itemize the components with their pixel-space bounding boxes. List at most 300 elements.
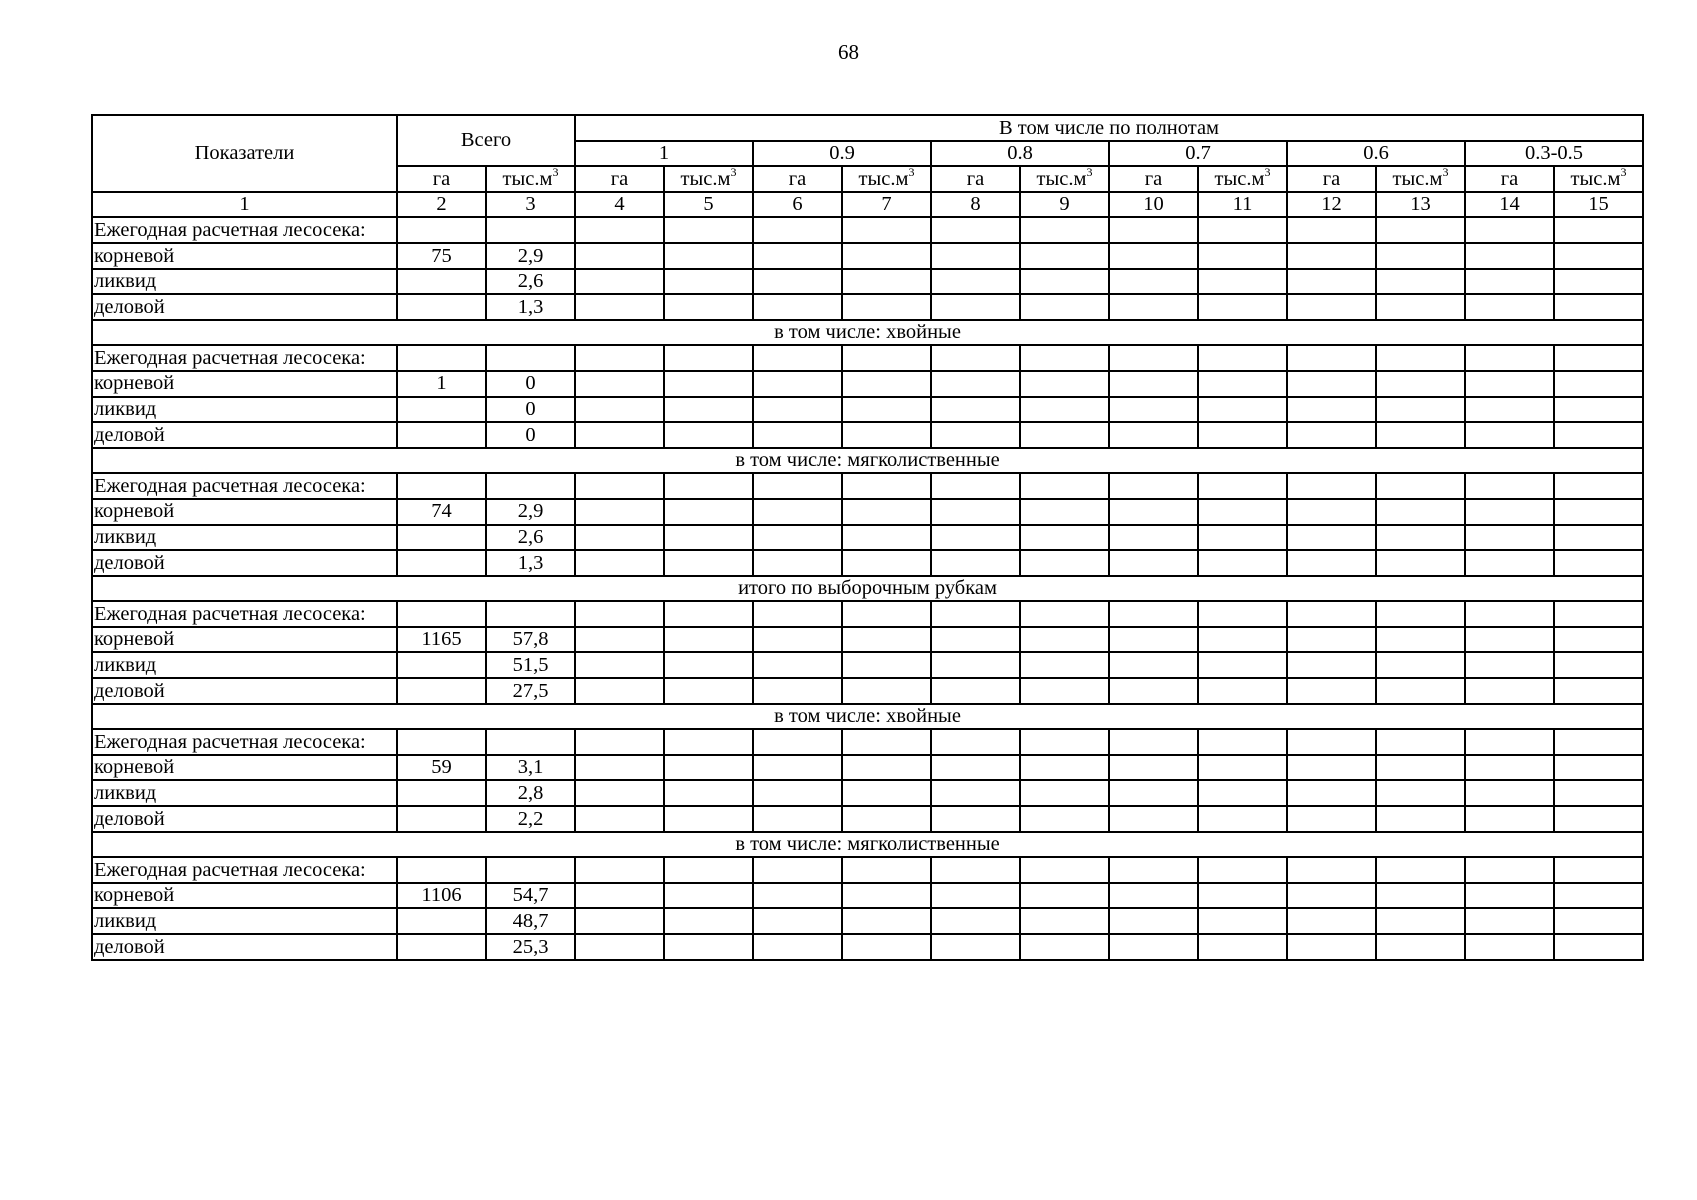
unit-volume-text: тыс.м xyxy=(1392,167,1443,190)
total-ha-cell: 75 xyxy=(397,243,486,269)
unit-volume-superscript: 3 xyxy=(1086,164,1093,179)
empty-cell xyxy=(842,934,931,960)
empty-cell xyxy=(1198,371,1287,397)
empty-cell xyxy=(1020,806,1109,832)
header-density: 0.9 xyxy=(753,141,931,167)
total-volume-cell xyxy=(486,857,575,883)
empty-cell xyxy=(842,525,931,551)
empty-cell xyxy=(842,908,931,934)
empty-cell xyxy=(1198,883,1287,909)
empty-cell xyxy=(664,678,753,704)
empty-cell xyxy=(1109,217,1198,243)
empty-cell xyxy=(753,857,842,883)
unit-volume-text: тыс.м xyxy=(858,167,909,190)
empty-cell xyxy=(1554,729,1643,755)
empty-cell xyxy=(575,397,664,423)
empty-cell xyxy=(1198,806,1287,832)
empty-cell xyxy=(1376,883,1465,909)
header-unit-ha: га xyxy=(753,166,842,192)
empty-cell xyxy=(575,857,664,883)
empty-cell xyxy=(931,627,1020,653)
empty-cell xyxy=(1287,397,1376,423)
empty-cell xyxy=(1020,652,1109,678)
empty-cell xyxy=(1554,397,1643,423)
row-label: ликвид xyxy=(92,652,397,678)
empty-cell xyxy=(1376,371,1465,397)
empty-cell xyxy=(842,397,931,423)
empty-cell xyxy=(575,269,664,295)
header-unit-ha: га xyxy=(397,166,486,192)
empty-cell xyxy=(575,550,664,576)
empty-cell xyxy=(664,217,753,243)
empty-cell xyxy=(753,755,842,781)
row-label: Ежегодная расчетная лесосека: xyxy=(92,857,397,883)
row-label: деловой xyxy=(92,934,397,960)
section-title: в том числе: хвойные xyxy=(92,320,1643,346)
unit-volume-text: тыс.м xyxy=(1214,167,1265,190)
empty-cell xyxy=(1554,627,1643,653)
header-density: 1 xyxy=(575,141,753,167)
empty-cell xyxy=(931,371,1020,397)
header-indicators: Показатели xyxy=(92,115,397,192)
empty-cell xyxy=(931,499,1020,525)
empty-cell xyxy=(1287,473,1376,499)
empty-cell xyxy=(1198,217,1287,243)
empty-cell xyxy=(1465,422,1554,448)
empty-cell xyxy=(1287,934,1376,960)
empty-cell xyxy=(1554,371,1643,397)
empty-cell xyxy=(1465,217,1554,243)
empty-cell xyxy=(1554,780,1643,806)
empty-cell xyxy=(1287,345,1376,371)
total-ha-cell xyxy=(397,294,486,320)
empty-cell xyxy=(1376,499,1465,525)
empty-cell xyxy=(1198,601,1287,627)
empty-cell xyxy=(1020,755,1109,781)
empty-cell xyxy=(575,780,664,806)
empty-cell xyxy=(842,294,931,320)
empty-cell xyxy=(1109,473,1198,499)
empty-cell xyxy=(1376,473,1465,499)
empty-cell xyxy=(931,729,1020,755)
empty-cell xyxy=(1020,627,1109,653)
empty-cell xyxy=(1287,908,1376,934)
empty-cell xyxy=(1020,601,1109,627)
empty-cell xyxy=(842,422,931,448)
empty-cell xyxy=(1376,780,1465,806)
row-label: корневой xyxy=(92,499,397,525)
empty-cell xyxy=(1287,857,1376,883)
empty-cell xyxy=(1198,857,1287,883)
section-title-row xyxy=(92,320,1643,346)
empty-cell xyxy=(931,601,1020,627)
table-row xyxy=(92,627,1643,653)
empty-cell xyxy=(931,883,1020,909)
empty-cell xyxy=(664,883,753,909)
total-volume-cell: 2,6 xyxy=(486,525,575,551)
empty-cell xyxy=(1198,780,1287,806)
empty-cell xyxy=(575,473,664,499)
empty-cell xyxy=(1109,294,1198,320)
total-volume-cell: 57,8 xyxy=(486,627,575,653)
empty-cell xyxy=(1020,397,1109,423)
empty-cell xyxy=(664,934,753,960)
total-volume-cell xyxy=(486,729,575,755)
empty-cell xyxy=(575,371,664,397)
empty-cell xyxy=(575,217,664,243)
empty-cell xyxy=(1020,499,1109,525)
empty-cell xyxy=(1554,883,1643,909)
table-row xyxy=(92,371,1643,397)
empty-cell xyxy=(753,601,842,627)
unit-volume-text: тыс.м xyxy=(502,167,553,190)
empty-cell xyxy=(1020,857,1109,883)
empty-cell xyxy=(664,397,753,423)
empty-cell xyxy=(1109,371,1198,397)
empty-cell xyxy=(1109,857,1198,883)
empty-cell xyxy=(842,780,931,806)
empty-cell xyxy=(1376,755,1465,781)
column-number: 10 xyxy=(1109,192,1198,218)
empty-cell xyxy=(753,294,842,320)
empty-cell xyxy=(842,243,931,269)
empty-cell xyxy=(1465,499,1554,525)
header-unit-volume xyxy=(842,166,931,192)
empty-cell xyxy=(1376,217,1465,243)
empty-cell xyxy=(1554,934,1643,960)
empty-cell xyxy=(1376,525,1465,551)
empty-cell xyxy=(1465,806,1554,832)
row-label: Ежегодная расчетная лесосека: xyxy=(92,217,397,243)
total-volume-cell: 0 xyxy=(486,422,575,448)
empty-cell xyxy=(1198,243,1287,269)
table-row xyxy=(92,269,1643,295)
empty-cell xyxy=(1020,729,1109,755)
empty-cell xyxy=(753,780,842,806)
column-number: 8 xyxy=(931,192,1020,218)
empty-cell xyxy=(1109,525,1198,551)
empty-cell xyxy=(1198,345,1287,371)
empty-cell xyxy=(575,601,664,627)
total-volume-cell xyxy=(486,601,575,627)
total-ha-cell xyxy=(397,857,486,883)
empty-cell xyxy=(1376,601,1465,627)
column-number: 12 xyxy=(1287,192,1376,218)
empty-cell xyxy=(664,550,753,576)
total-volume-cell: 2,6 xyxy=(486,269,575,295)
empty-cell xyxy=(1376,550,1465,576)
row-label: ликвид xyxy=(92,780,397,806)
empty-cell xyxy=(931,243,1020,269)
empty-cell xyxy=(842,652,931,678)
section-title-row xyxy=(92,832,1643,858)
empty-cell xyxy=(931,269,1020,295)
header-unit-ha: га xyxy=(1465,166,1554,192)
empty-cell xyxy=(753,729,842,755)
column-number: 3 xyxy=(486,192,575,218)
total-volume-cell xyxy=(486,345,575,371)
column-number: 11 xyxy=(1198,192,1287,218)
unit-volume-superscript: 3 xyxy=(908,164,915,179)
empty-cell xyxy=(931,217,1020,243)
empty-cell xyxy=(1287,499,1376,525)
empty-cell xyxy=(931,652,1020,678)
empty-cell xyxy=(575,525,664,551)
empty-cell xyxy=(1376,397,1465,423)
empty-cell xyxy=(842,499,931,525)
empty-cell xyxy=(1109,729,1198,755)
header-density: 0.6 xyxy=(1287,141,1465,167)
empty-cell xyxy=(664,755,753,781)
empty-cell xyxy=(575,652,664,678)
section-title-row xyxy=(92,576,1643,602)
empty-cell xyxy=(1109,780,1198,806)
empty-cell xyxy=(1554,755,1643,781)
empty-cell xyxy=(1465,371,1554,397)
column-number: 13 xyxy=(1376,192,1465,218)
empty-cell xyxy=(1020,371,1109,397)
empty-cell xyxy=(1287,627,1376,653)
empty-cell xyxy=(1554,422,1643,448)
empty-cell xyxy=(1465,780,1554,806)
empty-cell xyxy=(931,550,1020,576)
empty-cell xyxy=(1465,525,1554,551)
empty-cell xyxy=(1287,294,1376,320)
empty-cell xyxy=(753,806,842,832)
unit-volume-superscript: 3 xyxy=(1620,164,1627,179)
empty-cell xyxy=(575,345,664,371)
empty-cell xyxy=(753,269,842,295)
total-ha-cell xyxy=(397,652,486,678)
empty-cell xyxy=(842,883,931,909)
empty-cell xyxy=(1109,243,1198,269)
empty-cell xyxy=(753,908,842,934)
empty-cell xyxy=(842,627,931,653)
table-row xyxy=(92,345,1643,371)
unit-volume-text: тыс.м xyxy=(680,167,731,190)
total-ha-cell xyxy=(397,345,486,371)
empty-cell xyxy=(1554,806,1643,832)
row-label: корневой xyxy=(92,243,397,269)
total-volume-cell: 51,5 xyxy=(486,652,575,678)
total-volume-cell: 0 xyxy=(486,397,575,423)
empty-cell xyxy=(1109,934,1198,960)
empty-cell xyxy=(1109,678,1198,704)
header-unit-volume xyxy=(486,166,575,192)
empty-cell xyxy=(575,755,664,781)
total-volume-cell: 48,7 xyxy=(486,908,575,934)
row-label: деловой xyxy=(92,806,397,832)
total-ha-cell xyxy=(397,217,486,243)
empty-cell xyxy=(1109,550,1198,576)
empty-cell xyxy=(575,422,664,448)
empty-cell xyxy=(1020,345,1109,371)
empty-cell xyxy=(931,422,1020,448)
empty-cell xyxy=(1109,499,1198,525)
empty-cell xyxy=(664,806,753,832)
empty-cell xyxy=(753,627,842,653)
empty-cell xyxy=(1109,422,1198,448)
empty-cell xyxy=(664,294,753,320)
empty-cell xyxy=(1109,269,1198,295)
empty-cell xyxy=(931,678,1020,704)
empty-cell xyxy=(1376,908,1465,934)
empty-cell xyxy=(931,755,1020,781)
empty-cell xyxy=(931,525,1020,551)
empty-cell xyxy=(1287,243,1376,269)
total-ha-cell xyxy=(397,678,486,704)
empty-cell xyxy=(1465,601,1554,627)
empty-cell xyxy=(1554,345,1643,371)
empty-cell xyxy=(575,729,664,755)
column-number: 2 xyxy=(397,192,486,218)
column-number: 5 xyxy=(664,192,753,218)
table-row xyxy=(92,908,1643,934)
empty-cell xyxy=(1465,397,1554,423)
total-ha-cell xyxy=(397,934,486,960)
total-volume-cell: 2,9 xyxy=(486,499,575,525)
total-volume-cell: 25,3 xyxy=(486,934,575,960)
table-row xyxy=(92,243,1643,269)
empty-cell xyxy=(1020,780,1109,806)
empty-cell xyxy=(1020,294,1109,320)
empty-cell xyxy=(1198,473,1287,499)
empty-cell xyxy=(1376,857,1465,883)
header-total: Всего xyxy=(397,115,575,166)
empty-cell xyxy=(1465,857,1554,883)
row-label: деловой xyxy=(92,550,397,576)
row-label: ликвид xyxy=(92,908,397,934)
total-ha-cell xyxy=(397,601,486,627)
total-volume-cell: 1,3 xyxy=(486,294,575,320)
empty-cell xyxy=(1554,269,1643,295)
empty-cell xyxy=(575,806,664,832)
empty-cell xyxy=(1465,652,1554,678)
empty-cell xyxy=(1376,627,1465,653)
empty-cell xyxy=(575,934,664,960)
empty-cell xyxy=(931,908,1020,934)
empty-cell xyxy=(1465,473,1554,499)
empty-cell xyxy=(1287,780,1376,806)
total-ha-cell xyxy=(397,908,486,934)
total-ha-cell xyxy=(397,473,486,499)
table-row xyxy=(92,883,1643,909)
total-ha-cell xyxy=(397,269,486,295)
total-volume-cell xyxy=(486,217,575,243)
section-title-row xyxy=(92,448,1643,474)
empty-cell xyxy=(931,397,1020,423)
total-ha-cell xyxy=(397,806,486,832)
harvest-table xyxy=(91,114,1644,961)
table-row xyxy=(92,729,1643,755)
empty-cell xyxy=(1287,729,1376,755)
table-row xyxy=(92,525,1643,551)
table-row xyxy=(92,934,1643,960)
empty-cell xyxy=(1465,550,1554,576)
row-label: ликвид xyxy=(92,525,397,551)
empty-cell xyxy=(1465,883,1554,909)
empty-cell xyxy=(1198,678,1287,704)
empty-cell xyxy=(1376,729,1465,755)
empty-cell xyxy=(753,678,842,704)
empty-cell xyxy=(664,243,753,269)
header-unit-volume xyxy=(1554,166,1643,192)
section-title: в том числе: хвойные xyxy=(92,704,1643,730)
empty-cell xyxy=(1287,371,1376,397)
empty-cell xyxy=(842,217,931,243)
table-row xyxy=(92,550,1643,576)
empty-cell xyxy=(753,473,842,499)
empty-cell xyxy=(931,294,1020,320)
unit-volume-superscript: 3 xyxy=(552,164,559,179)
row-label: деловой xyxy=(92,422,397,448)
empty-cell xyxy=(931,857,1020,883)
row-label: ликвид xyxy=(92,269,397,295)
empty-cell xyxy=(1198,397,1287,423)
empty-cell xyxy=(1020,678,1109,704)
empty-cell xyxy=(1554,652,1643,678)
empty-cell xyxy=(1376,345,1465,371)
empty-cell xyxy=(1287,525,1376,551)
row-label: корневой xyxy=(92,755,397,781)
column-number: 1 xyxy=(92,192,397,218)
empty-cell xyxy=(1465,627,1554,653)
empty-cell xyxy=(842,601,931,627)
empty-cell xyxy=(1287,652,1376,678)
empty-cell xyxy=(753,525,842,551)
empty-cell xyxy=(931,345,1020,371)
empty-cell xyxy=(1465,243,1554,269)
empty-cell xyxy=(931,780,1020,806)
empty-cell xyxy=(1198,422,1287,448)
header-unit-ha: га xyxy=(1109,166,1198,192)
empty-cell xyxy=(842,857,931,883)
header-row-column-numbers xyxy=(92,192,1643,218)
table-row xyxy=(92,422,1643,448)
total-volume-cell: 1,3 xyxy=(486,550,575,576)
empty-cell xyxy=(1554,217,1643,243)
empty-cell xyxy=(931,934,1020,960)
total-ha-cell: 1165 xyxy=(397,627,486,653)
empty-cell xyxy=(1287,269,1376,295)
page-number: 68 xyxy=(838,40,859,64)
unit-volume-superscript: 3 xyxy=(1442,164,1449,179)
row-label: Ежегодная расчетная лесосека: xyxy=(92,345,397,371)
empty-cell xyxy=(753,934,842,960)
empty-cell xyxy=(842,678,931,704)
empty-cell xyxy=(575,243,664,269)
row-label: корневой xyxy=(92,627,397,653)
empty-cell xyxy=(575,908,664,934)
empty-cell xyxy=(1287,806,1376,832)
empty-cell xyxy=(664,908,753,934)
total-ha-cell xyxy=(397,397,486,423)
table-row xyxy=(92,652,1643,678)
empty-cell xyxy=(664,652,753,678)
empty-cell xyxy=(1020,883,1109,909)
empty-cell xyxy=(1287,678,1376,704)
total-volume-cell: 2,9 xyxy=(486,243,575,269)
empty-cell xyxy=(1465,934,1554,960)
table-row xyxy=(92,473,1643,499)
empty-cell xyxy=(753,883,842,909)
row-label: деловой xyxy=(92,678,397,704)
unit-volume-text: тыс.м xyxy=(1036,167,1087,190)
empty-cell xyxy=(1465,729,1554,755)
total-ha-cell: 1 xyxy=(397,371,486,397)
total-volume-cell: 0 xyxy=(486,371,575,397)
table-row xyxy=(92,857,1643,883)
